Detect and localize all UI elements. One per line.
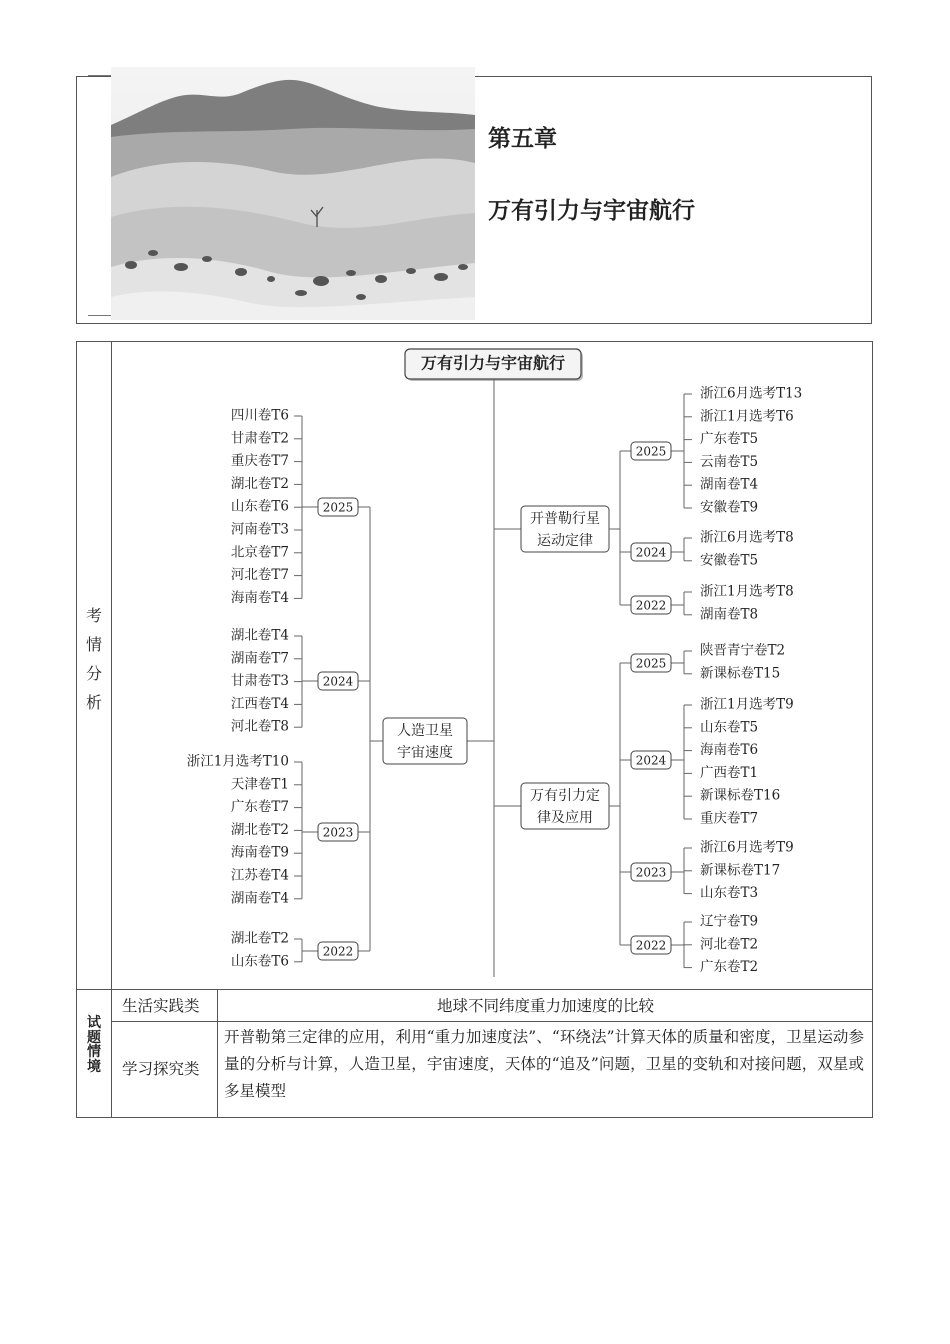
exam-item: 新课标卷T16 bbox=[700, 787, 781, 804]
exam-item: 广东卷T7 bbox=[230, 799, 289, 816]
exam-item: 浙江1月选考T6 bbox=[700, 408, 794, 425]
exam-item: 湖南卷T7 bbox=[230, 650, 289, 667]
exam-item: 山东卷T5 bbox=[700, 719, 759, 736]
exam-item: 山东卷T6 bbox=[230, 953, 289, 970]
exam-item: 山东卷T3 bbox=[700, 885, 759, 902]
exam-item: 江苏卷T4 bbox=[230, 867, 289, 884]
exam-item: 浙江1月选考T10 bbox=[186, 753, 289, 770]
exam-item: 湖北卷T2 bbox=[230, 821, 289, 838]
year-label: 2025 bbox=[322, 500, 354, 515]
exam-item: 广东卷T5 bbox=[700, 431, 759, 448]
year-label: 2023 bbox=[322, 825, 354, 840]
exam-item: 海南卷T4 bbox=[230, 589, 289, 606]
exam-item: 湖北卷T2 bbox=[230, 930, 289, 947]
exam-item: 四川卷T6 bbox=[230, 407, 289, 424]
year-label: 2024 bbox=[635, 545, 667, 560]
exam-item: 浙江1月选考T9 bbox=[700, 696, 794, 713]
year-label: 2024 bbox=[322, 674, 354, 689]
branch-node-label: 运动定律 bbox=[537, 533, 593, 549]
exam-item: 河南卷T3 bbox=[230, 521, 289, 538]
study-explore-text: 开普勒第三定律的应用，利用“重力加速度法”、“环绕法”计算天体的质量和密度，卫星运动参量的分析与计算，人造卫星，宇宙速度，天体的“追及”问题，卫星的变轨和对接问题，双星或多星模型 bbox=[224, 1028, 864, 1100]
exam-item: 河北卷T2 bbox=[700, 936, 759, 953]
chapter-number: 第五章 bbox=[488, 125, 557, 152]
exam-item: 安徽卷T5 bbox=[700, 552, 759, 569]
exam-item: 云南卷T5 bbox=[700, 453, 759, 470]
year-label: 2022 bbox=[635, 938, 667, 953]
exam-item: 新课标卷T17 bbox=[700, 862, 781, 879]
exam-item: 江西卷T4 bbox=[230, 695, 289, 712]
exam-item: 辽宁卷T9 bbox=[700, 913, 759, 930]
branch-node-label: 宇宙速度 bbox=[397, 745, 453, 761]
year-label: 2025 bbox=[635, 656, 667, 671]
exam-item: 陕晋青宁卷T2 bbox=[700, 642, 786, 659]
exam-item: 浙江6月选考T13 bbox=[700, 385, 803, 402]
year-label: 2024 bbox=[635, 753, 667, 768]
exam-item: 天津卷T1 bbox=[230, 776, 289, 793]
exam-item: 浙江6月选考T8 bbox=[700, 529, 794, 546]
exam-item: 河北卷T8 bbox=[230, 718, 289, 735]
exam-item: 甘肃卷T2 bbox=[230, 430, 289, 447]
life-practice-text: 地球不同纬度重力加速度的比较 bbox=[436, 997, 654, 1015]
year-label: 2022 bbox=[322, 944, 354, 959]
exam-item: 广东卷T2 bbox=[700, 959, 759, 976]
exam-item: 湖北卷T2 bbox=[230, 475, 289, 492]
exam-item: 广西卷T1 bbox=[700, 764, 759, 781]
life-practice-label: 生活实践类 bbox=[122, 997, 200, 1015]
exam-item: 山东卷T6 bbox=[230, 498, 289, 515]
exam-item: 湖南卷T4 bbox=[700, 476, 759, 493]
exam-item: 重庆卷T7 bbox=[230, 453, 289, 470]
exam-item: 安徽卷T9 bbox=[700, 499, 759, 516]
exam-item: 重庆卷T7 bbox=[700, 810, 759, 827]
exam-item: 新课标卷T15 bbox=[700, 665, 781, 682]
root-node-label: 万有引力与宇宙航行 bbox=[420, 353, 566, 373]
year-label: 2025 bbox=[635, 444, 667, 459]
chapter-title: 万有引力与宇宙航行 bbox=[488, 197, 695, 224]
exam-item: 海南卷T9 bbox=[230, 844, 289, 861]
study-explore-label: 学习探究类 bbox=[122, 1060, 200, 1078]
year-label: 2023 bbox=[635, 865, 667, 880]
exam-item: 湖南卷T4 bbox=[230, 890, 289, 907]
exam-item: 北京卷T7 bbox=[230, 544, 289, 561]
table-divider bbox=[111, 1021, 873, 1022]
exam-item: 海南卷T6 bbox=[700, 742, 759, 759]
branch-node-label: 万有引力定 bbox=[530, 788, 600, 804]
exam-item: 河北卷T7 bbox=[230, 567, 289, 584]
year-label: 2022 bbox=[635, 598, 667, 613]
exam-item: 湖南卷T8 bbox=[700, 606, 759, 623]
branch-node-label: 开普勒行星 bbox=[530, 511, 600, 527]
situation-label: 试 题 情 境 bbox=[87, 1015, 101, 1076]
exam-item: 浙江1月选考T8 bbox=[700, 583, 794, 600]
analysis-label: 考 情 分 析 bbox=[85, 606, 102, 712]
branch-node-label: 律及应用 bbox=[537, 810, 593, 826]
exam-item: 甘肃卷T3 bbox=[230, 673, 289, 690]
exam-item: 浙江6月选考T9 bbox=[700, 839, 794, 856]
exam-item: 湖北卷T4 bbox=[230, 627, 289, 644]
branch-node-label: 人造卫星 bbox=[397, 723, 453, 739]
